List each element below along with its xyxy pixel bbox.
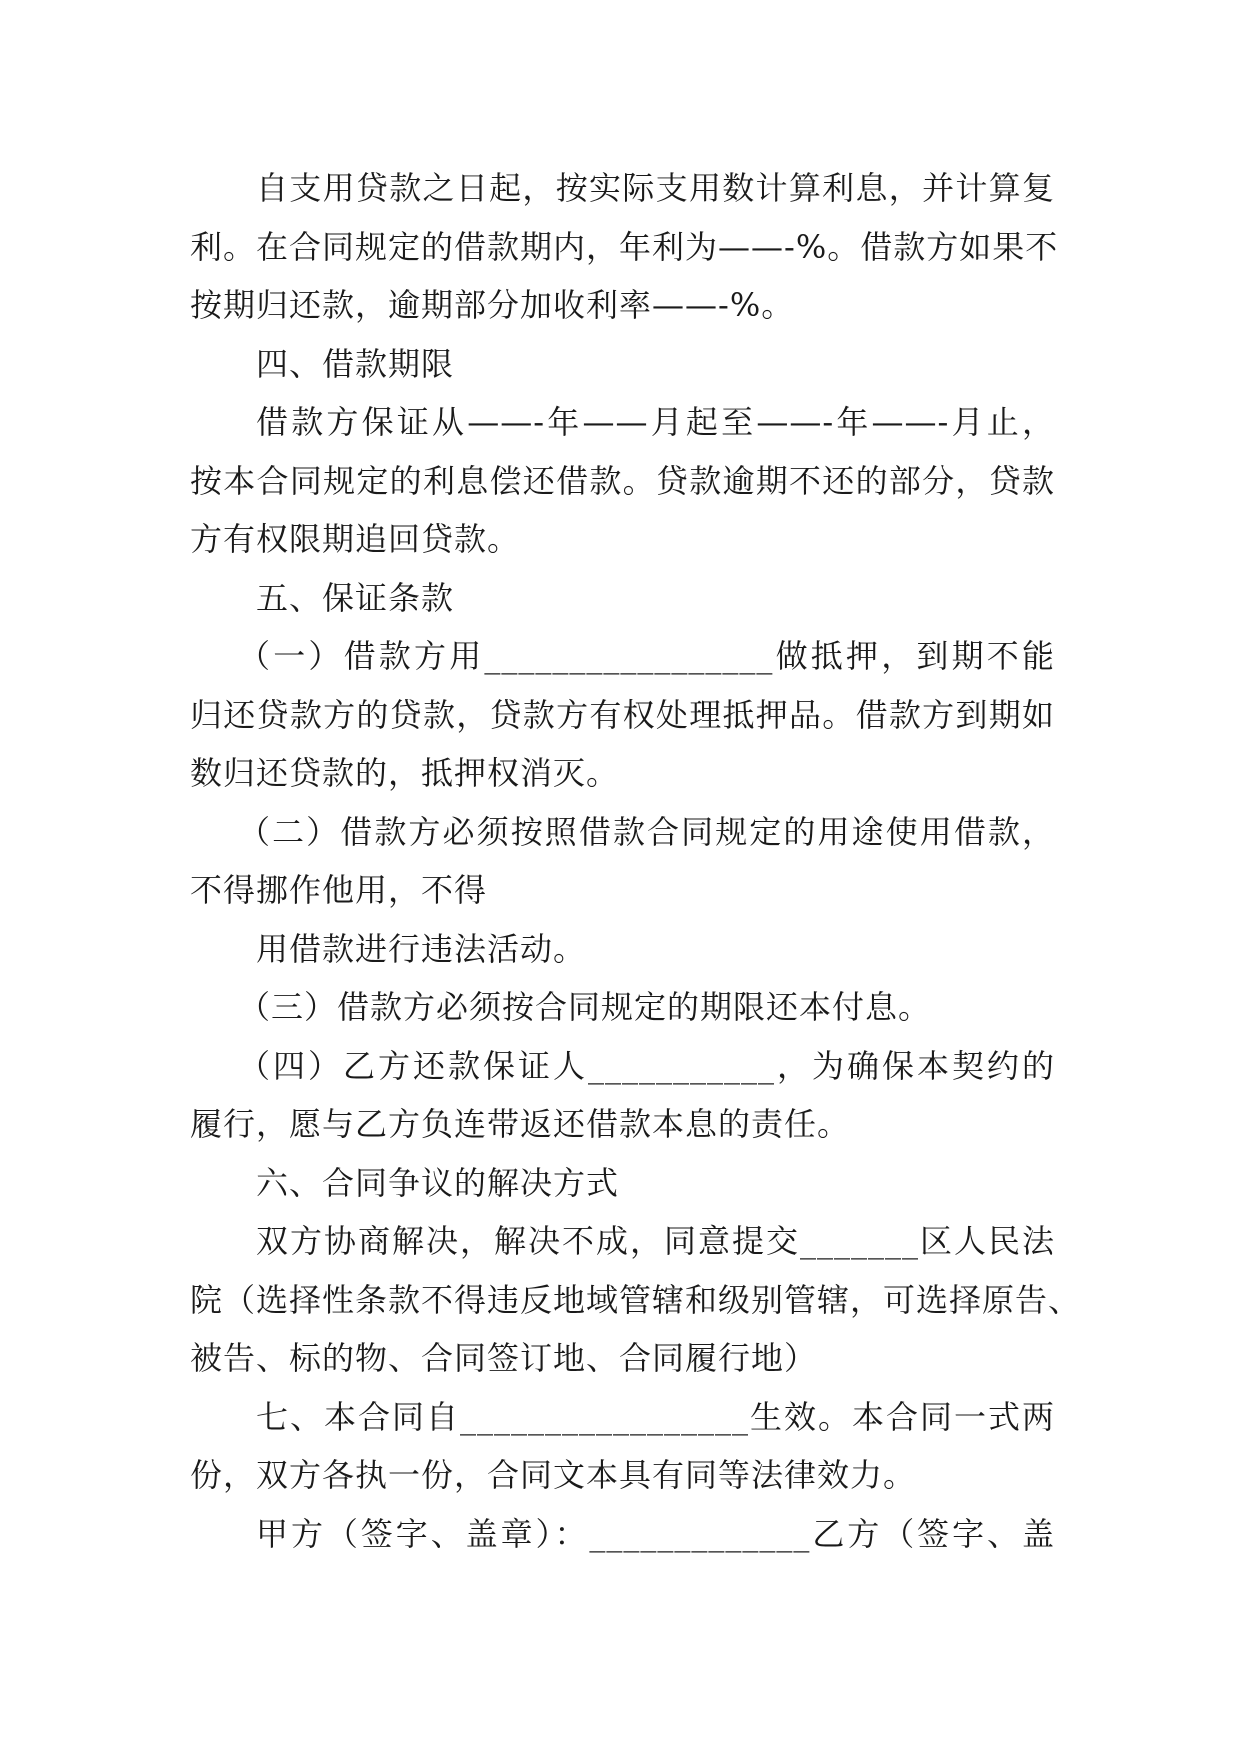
text-line: 借款方保证从——-年——月起至——-年——-月止， [256, 403, 1055, 441]
text-line: （四）乙方还款保证人___________，为确保本契约的 [238, 1046, 1055, 1085]
text-line: 被告、标的物、合同签订地、合同履行地） [190, 1339, 818, 1377]
section-heading: 六、合同争议的解决方式 [256, 1163, 620, 1202]
document-body [190, 159, 1082, 1563]
text-line: 院（选择性条款不得违反地域管辖和级别管辖，可选择原告、 [190, 1280, 1082, 1319]
signature-line: 甲方（签字、盖章）：_____________乙方（签字、盖 [256, 1514, 1055, 1553]
text-line: 不得挪作他用，不得 [190, 871, 488, 909]
text-line: 归还贷款方的贷款，贷款方有权处理抵押品。借款方到期如 [190, 695, 1055, 734]
text-line: 按本合同规定的利息偿还借款。贷款逾期不还的部分，贷款 [190, 461, 1055, 500]
text-line: 按期归还款，逾期部分加收利率——-%。 [190, 286, 795, 324]
text-line: 份，双方各执一份，合同文本具有同等法律效力。 [190, 1456, 917, 1494]
text-line: 方有权限期追回贷款。 [190, 520, 521, 558]
text-line: 利。在合同规定的借款期内，年利为——-%。借款方如果不 [190, 227, 1059, 266]
text-line: 履行，愿与乙方负连带返还借款本息的责任。 [190, 1105, 851, 1143]
text-line: 双方协商解决，解决不成，同意提交_______区人民法 [256, 1222, 1055, 1260]
text-line: 自支用贷款之日起，按实际支用数计算利息，并计算复 [256, 169, 1055, 207]
text-line: （一）借款方用_________________做抵押，到期不能 [238, 637, 1055, 675]
text-line: 用借款进行违法活动。 [256, 929, 587, 968]
section-heading: 四、借款期限 [256, 344, 455, 383]
text-line: 数归还贷款的，抵押权消灭。 [190, 754, 620, 792]
section-heading: 七、本合同自_________________生效。本合同一式两 [256, 1397, 1055, 1436]
text-line: （二）借款方必须按照借款合同规定的用途使用借款， [238, 812, 1055, 851]
text-line: （三）借款方必须按合同规定的期限还本付息。 [238, 988, 932, 1026]
section-heading: 五、保证条款 [256, 578, 455, 617]
